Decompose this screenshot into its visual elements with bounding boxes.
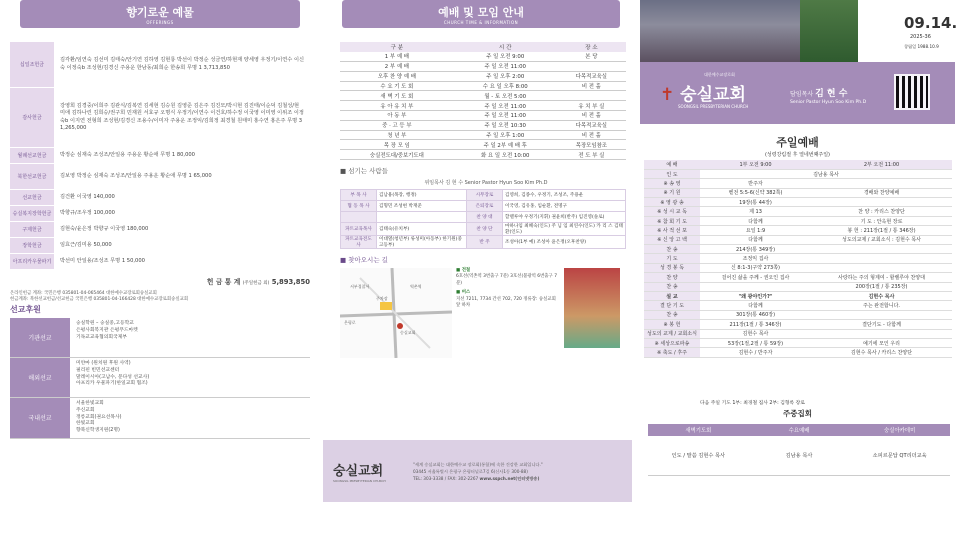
staff-role: 협 동 목 사 [341,201,377,212]
offering-donors: 강영희 김경중/이희주 김관식/김복연 김세현 김승원 김영준 김은주 김진모/박시현 김진태/이순덕 김철성/현미애 김하나린 김희승/권구희 민재원 서효규 오명식 우정기/이연수 이건호/하수정 이국영 이미영 이위조 이정숙b 이지연 전형희 조성현/김경신 조용수/이미자 주용운 조정익/김희정 최경철 원태미 홍수연 홍은주 무명 3 1,265,000 [60,102,304,131]
schedule-row [340,111,626,121]
mission-label: 국내선교 [10,398,70,438]
order-value-2: 주는 완전합니다. [811,301,952,310]
next-week-prayer: 다음 주일 기도 1부: 최경철 집사 2부: 김형록 장로 [700,401,805,406]
schedule-header: 장 소 [557,42,626,52]
order-label: ※ 영 광 송 [644,198,700,207]
staff-role: 은퇴장로 [467,201,503,212]
order-value [700,282,811,291]
schedule-header: 시 간 [454,42,557,52]
offering-label: 구제헌금 [10,222,54,237]
schedule-cell: 주 일 2부 예 배 후 [454,140,557,150]
order-value: 걸어진 삶을 주께 - 권오인 집사 [700,273,811,282]
mission-item: 향북신학생지원(2명) [76,428,120,434]
mission-item: 필리핀 빈민선교센터 [76,367,120,373]
missions-list [10,318,310,439]
schedule-cell: 화 요 일 오전 10:00 [454,150,557,160]
offering-label: 북한선교헌금 [10,164,54,189]
order-row [644,254,952,263]
map-label: 역촌역 [410,284,422,290]
offering-label: 승실복지장학헌금 [10,206,54,221]
account-info-2: 헌금계좌: 북한선교헌금/선교헌금 국민은행 035801-04-166428 대한예수교장로회숭실교회 [10,297,189,302]
order-value: 53장(1절,2절 / 통 59장) [700,338,811,347]
offering-row [10,254,310,270]
weekday-title: 주중집회 [783,409,812,418]
sunday-order-table [644,160,952,358]
order-row [644,263,952,272]
order-value-2: 성도의교제 / 교회소식 : 김현수 목사 [811,235,952,244]
order-value: 19장(통 44장) [700,198,811,207]
schedule-row [340,62,626,72]
order-value: 211장(1절 / 통 346장) [700,320,811,329]
order-value-2: 200장(1절 / 통 235장) [811,282,952,291]
order-value: 214장(통 349장) [700,245,811,254]
order-label: ※ 신 앙 고 백 [644,235,700,244]
staff-role: 파트교육목사 [341,223,377,236]
offering-donors: 박정순 심재숙 조성조/안일용 주용운 황순애 무명 1 80,000 [60,151,195,158]
order-value-2 [811,254,952,263]
staff-names: 김영희, 김종수, 우정기, 조성조, 주용운 [503,190,626,201]
staff-names [377,212,467,223]
offering-row [10,42,310,88]
offering-donors: 박선미 안일용/조성조 무명 1 50,000 [60,257,145,264]
staff-role: 시무장로 [467,190,503,201]
schedule-cell: 주 일 오후 1:00 [454,130,557,140]
offering-label: 십일조헌금 [10,42,54,87]
order-label: 성도의 교제 / 교회소식 [644,329,700,338]
cross-icon: ✝ [660,85,675,105]
staff-names: 이국영, 김유홍, 임순환, 전명구 [503,201,626,212]
staff-role: 찬 양 단 [467,223,503,236]
schedule-cell: 주 일 오전 11:00 [454,101,557,111]
mission-item: 주신교회 [76,407,95,413]
offering-row [10,206,310,222]
order-value-2 [811,179,952,188]
schedule-cell: 비 전 홀 [557,111,626,121]
schedule-cell: 오후 찬 양 예 배 [340,71,454,81]
schedule-cell: 주 일 오후 2:00 [454,71,557,81]
schedule-cell: 유 아 유 치 부 [340,101,454,111]
weekday-meeting-info: 김남용 목사 [785,453,813,459]
schedule-cell [557,91,626,101]
map-label: 주차장 [376,296,388,302]
staff-row [341,212,626,223]
weekday-meetings [648,424,950,476]
schedule-row [340,101,626,111]
order-value-2: 결단기도 - 다함께 [811,320,952,329]
schedule-cell: 주 일 오전 11:00 [454,62,557,72]
offering-row [10,222,310,238]
map-label: 은평로 [344,320,356,326]
staff-row [341,236,626,249]
order-label: ※ 축도 / 후주 [644,348,700,357]
order-row [644,291,952,300]
offering-label: 월례선교헌금 [10,148,54,163]
staff-names: 김남용(목장, 행정) [377,190,467,201]
order-value: 조정익 집사 [700,254,811,263]
mission-list [70,398,310,438]
order-col-header: 2부 오전 11:00 [811,160,952,169]
bulletin-date: 09.14. [904,14,958,32]
website-link[interactable]: www.sspch.net(인터넷방송) [479,475,540,481]
order-value-2 [811,198,952,207]
schedule-cell: 새 벽 기 도 회 [340,91,454,101]
church-logo: 숭실교회 [680,85,746,105]
offering-row [10,190,310,206]
order-value-2: 봉 헌 : 211장(1절 / 통 346장) [811,226,952,235]
staff-names: 할렐루야 우정기(지휘) 권윤희(반주) 임진영(솔로) [503,212,626,223]
offering-label: 장학헌금 [10,238,54,253]
mission-label: 기관선교 [10,318,70,357]
order-label: ※ 성 시 교 독 [644,207,700,216]
mission-item: 은평사회복지관 은평푸드마켓 [76,327,138,333]
schedule-cell: 청 년 부 [340,130,454,140]
mission-item: 미얀마 (원치원 후원 사역) [76,361,131,366]
order-value: 반주자 [700,179,811,188]
order-label: ※ 세상으로파송 [644,338,700,347]
schedule-row [340,150,626,160]
order-value-2: 경배와 찬양예배 [811,188,952,197]
staff-role: 파트교육전도사 [341,236,377,249]
order-value: 김현수 / 반주자 [700,348,811,357]
schedule-cell: 목 장 모 임 [340,140,454,150]
order-label: 찬 송 [644,310,700,319]
staff-role: 반 주 [467,236,503,249]
offerings-panel [10,0,310,540]
staff-row [341,223,626,236]
weekday-col-header: 새벽기도회 [685,428,712,434]
schedule-row [340,120,626,130]
order-value: 신 8:1-3(구약 273쪽) [700,263,811,272]
schedule-cell: 수 요 일 오후 8:00 [454,81,557,91]
offering-row [10,88,310,148]
schedule-cell: 월 - 토 오전 5:00 [454,91,557,101]
mission-item: 한빛교회 [76,421,95,427]
mission-row [10,318,310,358]
directions-title: ■ 찾아오시는 길 [340,256,388,265]
mid-footer: 숭실교회 SOONGSIL PRESBYTERIAN CHURCH "세계 숭실교회는 대한예수교 장로회(통합)에 속한 건강한 교회입니다." 03445 서울특별시 은평구 은평터널로7길 6(신사1동 300-88) TEL: 303-3338 / FAX: 302-2267 www.sspch.net(인터넷방송) [323,440,632,502]
mission-row [10,358,310,398]
weekday-col-header: 숭실아카데미 [884,428,916,434]
staff-names: 조성아(1부 예) 조성아 윤은정(오후찬양) [503,236,626,249]
schedule-cell: 전 도 부 실 [557,150,626,160]
mission-item: 정릉교회(권요선목사) [76,414,122,420]
staff-names: 김태숙(유치부) [377,223,467,236]
order-label: 인 도 [644,169,700,178]
order-label: 결 단 기 도 [644,301,700,310]
order-label: 기 도 [644,254,700,263]
schedule-row [340,91,626,101]
order-value: 제 13 [700,207,811,216]
order-value: 김현수 목사 [700,329,811,338]
church-photo [564,268,620,348]
weekday-meeting-info: 인도 / 말씀 김현수 목사 [671,453,726,459]
mission-label: 해외선교 [10,358,70,397]
order-label: 찬 양 [644,273,700,282]
mission-list [70,318,310,357]
staff-role [341,212,377,223]
order-row [644,179,952,188]
mission-item: 숭실학원 – 숭실중,고등학교 [76,321,134,326]
order-row [644,320,952,329]
order-value: 김남용 목사 [700,169,952,178]
schedule-cell: 유 치 부 실 [557,101,626,111]
offerings-list [10,42,310,270]
offering-donors: 김각환/임연숙 김선미 김태숙/안기연 김하영 김현룡 박선이 박정순 성금연/하현재 양세영 우정기/이연수 이신숙 이정숙b 조성현/김경신 주용운 한남동/최희순 한송희 무명 1 3,713,850 [60,57,304,71]
schedule-cell: 2 부 예 배 [340,62,454,72]
schedule-cell: 다목적교육실 [557,71,626,81]
schedule-cell: 주 일 오전 11:00 [454,111,557,121]
schedule-row [340,81,626,91]
order-value: "왜 광야인가?" [700,291,811,300]
order-row [644,226,952,235]
offering-label: 아프리카우물파기 [10,254,54,269]
staff-row [341,201,626,212]
order-value-2 [811,310,952,319]
order-label: 찬 송 [644,282,700,291]
schedule-cell: 아 동 부 [340,111,454,121]
order-row [644,198,952,207]
schedule-cell: 1 부 예 배 [340,52,454,62]
order-label: ※ 기 원 [644,188,700,197]
mission-item: 아프리카 우물파기(한일교회 협조) [76,381,148,387]
order-value: 벧전 5:5-6(신약 382쪽) [700,188,811,197]
worship-info-header: 예배 및 모임 안내 CHURCH TIME & INFORMATION [342,0,620,28]
order-label: 성 경 봉 독 [644,263,700,272]
staff-title: ■ 섬기는 사람들 [340,167,388,176]
order-value-2 [811,329,952,338]
offering-donors: 김보영 박정순 심재숙 조성조/안일용 주용운 황순애 무명 1 65,000 [60,172,212,179]
church-logo: 숭실교회 [333,463,384,479]
worship-schedule-table [340,42,626,160]
order-row [644,348,952,357]
staff-names: 마하나임 최혜숙(인도) 주 님 임 최연수(인도) 카 리 스 김태환(인도) [503,223,626,236]
order-row [644,329,952,338]
order-row [644,273,952,282]
cover-panel: 09.14. 2025-36 창립일 1988.10.9 ✝ 숭실교회 대한예수교장로회 SOONGSIL PRESBYTERIAN CHURCH 담임목사 김 현 수 Senior Pastor Hyun Soo Kim Ph.D 주일예배 (성령강림절 후 열네번째주일) 예 배 1부 오전 9:00 2부 오전 11:00 인 도 김남용 목사 ※ 송 영 반주자 ※ 기 원 벧전 5:5-6(신약 382쪽) 경배와 찬양예배 ※ 영 광 송 19장(통 44장) ※ 성 시 교 독 제 13 찬 양 : 카리스 찬양단 ※ 참 회 기 도 다함께 기 도 : 안옥현 장로 ※ 사 적 선 포 요일 1:9 봉 헌 : 211장(1절 / 통 346장) ※ 신 앙 고 백 다함께 성도의교제 / 교회소식 : 김현수 목사 찬 송 214장(통 349장) 기 도 조정익 집사 성 경 봉 독 신 8:1-3(구약 273쪽) 찬 양 걸어진 삶을 주께 - 권오인 집사 사랑하는 주의 형제여 - 할렐루야 찬양대 찬 송 200장(1절 / 통 235장) 설 교 "왜 광야인가?" 김현수 목사 결 단 기 도 다함께 주는 완전합니다. 찬 송 301장(통 460장) ※ 봉 헌 211장(1절 / 통 346장) 결단기도 - 다함께 성도의 교제 / 교회소식 김현수 목사 ※ 세상으로파송 53장(1절,2절 / 통 59장) 예기에 모인 우리 ※ 축도 / 후주 김현수 / 반주자 김현수 목사 / 카리스 찬양단 다음 주일 기도 1부: 최경철 집사 2부: 김형록 장로 주중집회 새벽기도회 수요예배 숭실아카데미 인도 / 말씀 김현수 목사 김남용 목사 소피르문답 QT리더교육 [640,0,955,540]
order-value-2: 김현수 목사 / 카리스 찬양단 [811,348,952,357]
staff-table [340,189,626,249]
order-label: ※ 참 회 기 도 [644,216,700,225]
weekday-meeting-info: 소피르문답 QT리더교육 [872,453,927,459]
schedule-cell: 수 요 기 도 회 [340,81,454,91]
map-label: 서부경찰서 [350,284,370,290]
order-label: ※ 봉 헌 [644,320,700,329]
order-value: 다함께 [700,301,811,310]
offerings-total: 헌 금 통 계 (주일헌금 외) 5,893,850 [206,278,310,286]
order-row [644,282,952,291]
mission-list [70,358,310,397]
offering-donors: 김현숙/윤은정 박향규 이국영 180,000 [60,225,149,232]
sunday-title: 주일예배 [776,136,819,149]
mission-row [10,398,310,439]
account-info: 온라인헌금 계좌: 국민은행 035801-04-065464 대한예수교장로회숭실교회 [10,291,157,296]
schedule-cell: 숭실전도대/중보기도대 [340,150,454,160]
senior-pastor-line: 위임목사 김 현 수 Senior Pastor Hyun Soo Kim Ph.D [424,180,548,187]
schedule-row [340,140,626,150]
offering-row [10,238,310,254]
schedule-cell: 다목적교육실 [557,120,626,130]
order-row [644,188,952,197]
order-label: 설 교 [644,291,700,300]
order-row [644,338,952,347]
order-value-2: 예기에 모인 우리 [811,338,952,347]
staff-row [341,190,626,201]
staff-role: 찬 양 대 [467,212,503,223]
order-col-header: 예 배 [644,160,700,169]
order-value-2: 김현수 목사 [811,291,952,300]
schedule-cell [557,62,626,72]
offering-donors: 박향규/조우정 100,000 [60,209,115,216]
schedule-cell: 목장모임참조 [557,140,626,150]
mission-item: 말레이시아(고남수, 문다성 선교사) [76,374,150,380]
directions: 주차장숭실교회서부경찰서 역촌역 은평로 ■ 전철 6호선(역촌역 3번출구 7분) 3호선(불광역 6번출구 7분) ■ 버스 지선 7211, 7734 간선 702, 720 정류장: 숭실교회 앞 하차 [340,268,632,360]
schedule-cell: 주 일 오전 9:00 [454,52,557,62]
order-value-2: 기 도 : 안옥현 장로 [811,216,952,225]
order-value-2: 찬 양 : 카리스 찬양단 [811,207,952,216]
qr-code-icon[interactable] [894,74,930,110]
schedule-cell: 주 일 오전 10:30 [454,120,557,130]
order-row [644,301,952,310]
schedule-cell: 중 · 고 등 부 [340,120,454,130]
cover-banner: ✝ 숭실교회 대한예수교장로회 SOONGSIL PRESBYTERIAN CHURCH 담임목사 김 현 수 Senior Pastor Hyun Soo Kim Ph.D [640,62,955,124]
order-row [644,216,952,225]
order-col-header: 1부 오전 9:00 [700,160,811,169]
offering-label: 선교헌금 [10,190,54,205]
schedule-row [340,52,626,62]
weekday-col-header: 수요예배 [788,428,810,434]
order-row [644,310,952,319]
offerings-header: 향기로운 예물 OFFERINGS [20,0,300,28]
order-value-2 [811,263,952,272]
order-value: 다함께 [700,216,811,225]
order-value: 301장(통 460장) [700,310,811,319]
mission-item: 서울한빛교회 [76,401,104,406]
worship-info-panel [333,0,632,540]
pastor-photo [800,0,858,62]
map-label: 숭실교회 [400,330,416,336]
order-label: ※ 사 적 선 포 [644,226,700,235]
offering-donors: 김건환 이국영 140,000 [60,193,115,200]
missions-title: 선교후원 [10,305,41,314]
offering-row [10,148,310,164]
order-row [644,207,952,216]
order-label: ※ 송 영 [644,179,700,188]
schedule-header: 구 분 [340,42,454,52]
order-row [644,235,952,244]
order-label: 찬 송 [644,245,700,254]
order-row [644,245,952,254]
offering-row [10,164,310,190]
map-image [340,268,452,358]
mission-item: 기독교교육협의회국제부 [76,334,127,340]
staff-names: 이대열(청년부) 류성미(아동부) 한기원(중고등부) [377,236,467,249]
schedule-cell: 비 전 홀 [557,130,626,140]
order-value: 다함께 [700,235,811,244]
staff-role: 부 목 사 [341,190,377,201]
order-value-2 [811,245,952,254]
schedule-cell: 본 당 [557,52,626,62]
offering-donors: 임효근/김미용 50,000 [60,241,112,248]
staff-names: 김형민 조성현 박재준 [377,201,467,212]
order-value-2: 사랑하는 주의 형제여 - 할렐루야 찬양대 [811,273,952,282]
offering-label: 감사헌금 [10,88,54,147]
schedule-row [340,130,626,140]
schedule-row [340,71,626,81]
order-value: 요일 1:9 [700,226,811,235]
schedule-cell: 비 전 홀 [557,81,626,91]
